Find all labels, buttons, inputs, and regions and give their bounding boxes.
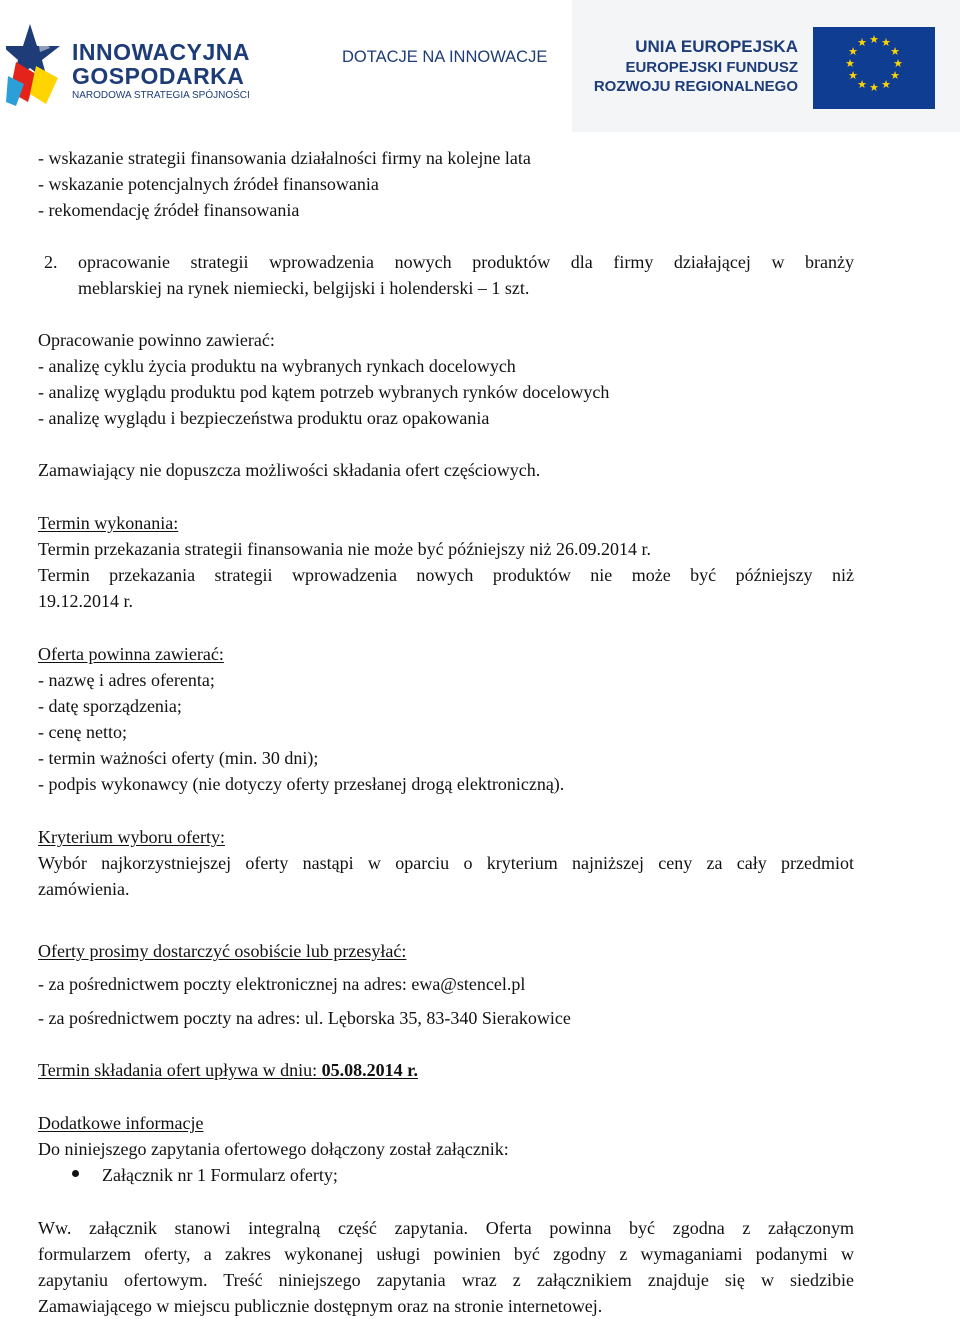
attachment-intro: Do niniejszego zapytania ofertowego dołączony został załącznik: — [38, 1139, 509, 1159]
offer-item-5: - podpis wykonawcy (nie dotyczy oferty przesłanej drogą elektroniczną). — [38, 774, 565, 794]
offer-heading: Oferta powinna zawierać: — [38, 644, 224, 664]
list1-item-2: - wskazanie potencjalnych źródeł finansowania — [38, 174, 379, 194]
submission-deadline — [38, 1057, 418, 1083]
svg-text:★: ★ — [890, 69, 900, 82]
item2-line-2: meblarskiej na rynek niemiecki, belgijski i holenderski – 1 szt. — [78, 278, 530, 298]
svg-text:★: ★ — [857, 78, 867, 91]
partial-offers-note: Zamawiający nie dopuszcza możliwości składania ofert częściowych. — [38, 460, 541, 480]
additional-heading: Dodatkowe informacje — [38, 1113, 204, 1133]
star-logo-icon — [6, 22, 64, 106]
list1-item-3: - rekomendację źródeł finansowania — [38, 200, 300, 220]
deadline-line-2b: 19.12.2014 r. — [38, 591, 134, 611]
logo-line-1: INNOWACYJNA — [72, 39, 251, 65]
eu-logo-block — [572, 0, 960, 132]
delivery-post: - za pośrednictwem poczty na adres: ul. Lęborska 35, 83-340 Sierakowice — [38, 1008, 571, 1028]
final-line-1: Ww. załącznik stanowi integralną część zapytania. Oferta powinna być zgodna z załączonym — [38, 1218, 854, 1238]
svg-text:★: ★ — [893, 57, 903, 70]
contents-heading: Opracowanie powinno zawierać: — [38, 330, 275, 350]
offer-item-1: - nazwę i adres oferenta; — [38, 670, 215, 690]
delivery-email: - za pośrednictwem poczty elektronicznej na adres: ewa@stencel.pl — [38, 974, 526, 994]
delivery-heading: Oferty prosimy dostarczyć osobiście lub przesyłać: — [38, 941, 407, 961]
svg-text:★: ★ — [845, 57, 855, 70]
deadline-heading: Termin wykonania: — [38, 513, 179, 533]
offer-item-4: - termin ważności oferty (min. 30 dni); — [38, 748, 319, 768]
eu-flag-icon — [813, 27, 935, 109]
final-line-2: formularzem oferty, a zakres wykonanej usługi powinien być zgodny z wymaganiami podanymi w — [38, 1244, 854, 1264]
svg-text:★: ★ — [848, 69, 858, 82]
offer-item-3: - cenę netto; — [38, 722, 127, 742]
svg-text:★: ★ — [869, 33, 879, 46]
logo-line-3: NARODOWA STRATEGIA SPÓJNOŚCI — [72, 90, 250, 101]
svg-text:★: ★ — [881, 36, 891, 49]
eu-line-2: EUROPEJSKI FUNDUSZ — [625, 59, 798, 76]
attachment-item: Załącznik nr 1 Formularz oferty; — [102, 1165, 338, 1185]
svg-text:★: ★ — [869, 81, 879, 94]
contents-item-1: - analizę cyklu życia produktu na wybranych rynkach docelowych — [38, 356, 516, 376]
contents-item-3: - analizę wyglądu i bezpieczeństwa produktu oraz opakowania — [38, 408, 490, 428]
deadline-line-2a: Termin przekazania strategii wprowadzenia nowych produktów nie może być późniejszy niż — [38, 565, 854, 585]
offer-item-2: - datę sporządzenia; — [38, 696, 182, 716]
innowacyjna-gospodarka-logo — [6, 22, 266, 108]
eu-line-1: UNIA EUROPEJSKA — [635, 37, 798, 56]
final-line-3: zapytaniu ofertowym. Treść niniejszego zapytania wraz z załącznikiem znajduje się w siedzibie — [38, 1270, 854, 1290]
svg-text:★: ★ — [890, 45, 900, 58]
eu-line-3: ROZWOJU REGIONALNEGO — [593, 78, 798, 95]
item2-line-1: opracowanie strategii wprowadzenia nowych produktów dla firmy działającej w branży — [78, 252, 854, 272]
contents-item-2: - analizę wyglądu produktu pod kątem potrzeb wybranych rynków docelowych — [38, 382, 610, 402]
submission-date: 05.08.2014 r. — [321, 1060, 419, 1080]
criterion-line-2: zamówienia. — [38, 879, 130, 899]
criterion-heading: Kryterium wyboru oferty: — [38, 827, 225, 847]
svg-text:★: ★ — [881, 78, 891, 91]
logo-line-2: GOSPODARKA — [72, 63, 245, 89]
list1-item-1: - wskazanie strategii finansowania działalności firmy na kolejne lata — [38, 148, 531, 168]
deadline-line-1: Termin przekazania strategii finansowania nie może być późniejszy niż 26.09.2014 r. — [38, 539, 652, 559]
criterion-line-1: Wybór najkorzystniejszej oferty nastąpi w oparciu o kryterium najniższej ceny za cały przedmiot — [38, 853, 854, 873]
svg-text:★: ★ — [857, 36, 867, 49]
final-line-4: Zamawiającego w miejscu publicznie dostępnym oraz na stronie internetowej. — [38, 1296, 603, 1316]
item2-number: 2. — [44, 252, 58, 272]
submission-label: Termin składania ofert upływa w dniu: — [38, 1060, 322, 1080]
bullet-icon — [72, 1170, 79, 1177]
header-center-title: DOTACJE NA INNOWACJE — [342, 48, 548, 66]
svg-text:★: ★ — [848, 45, 858, 58]
page-header — [0, 0, 960, 135]
